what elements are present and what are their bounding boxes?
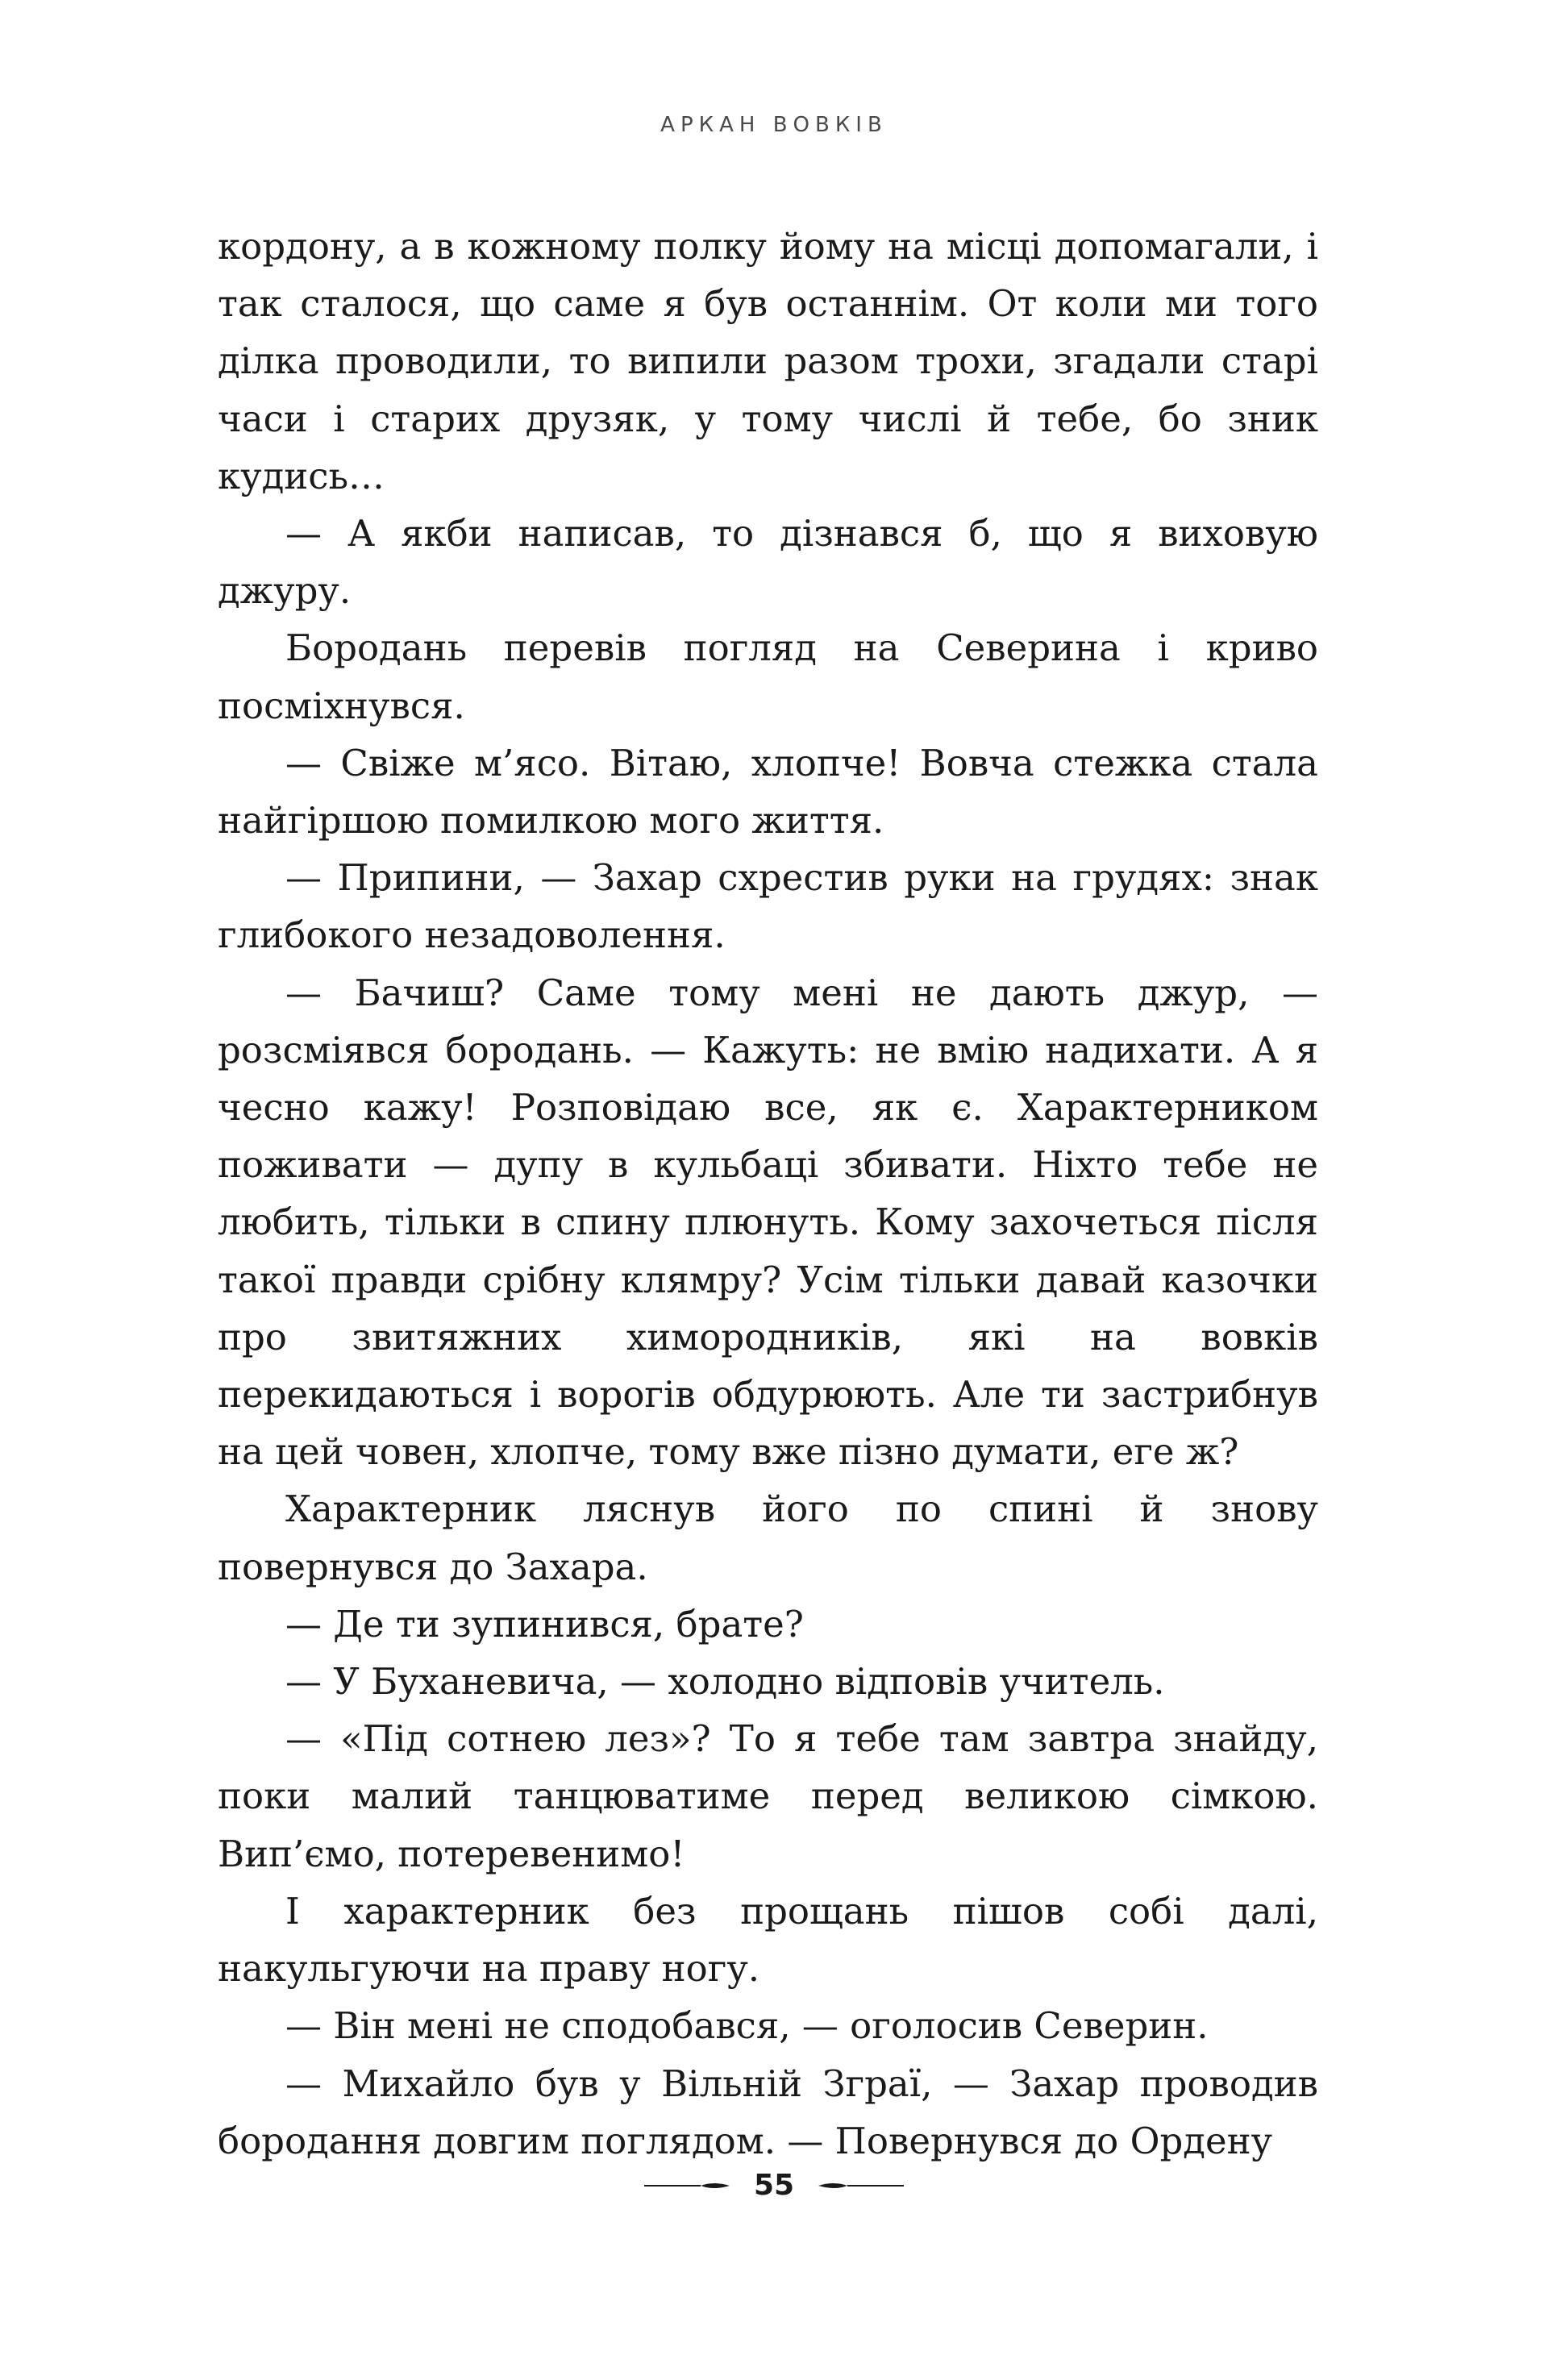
paragraph: кордону, а в кожному полку йому на місці допомагали, і так сталося, що саме я був останнім. От коли ми того ділка проводили, то випили разом трохи, згадали старі часи і старих друзяк, у тому числі й тебе, бо зник кудись… — [218, 225, 1318, 497]
paragraph: — «Під сотнею лез»? То я тебе там завтра знайду, поки малий танцюватиме перед великою сімкою. Вип’ємо, потеревенимо! — [218, 1717, 1318, 1875]
paragraph: — У Буханевича, — холодно відповів учитель. — [285, 1660, 1165, 1704]
flourish-ornament-left-icon — [643, 2180, 731, 2191]
paragraph: І характерник без прощань пішов собі далі, накульгуючи на праву ногу. — [218, 1889, 1318, 1991]
page-footer — [0, 2169, 1548, 2202]
body-text — [218, 218, 1318, 2170]
paragraph: — Він мені не сподобався, — оголосив Северин. — [285, 2004, 1209, 2048]
running-header: АРКАН ВОВКІВ — [660, 113, 888, 137]
paragraph: — Свіже м’ясо. Вітаю, хлопче! Вовча стежка стала найгіршою помилкою мого життя. — [218, 741, 1318, 843]
page-number: 55 — [753, 2169, 795, 2202]
paragraph: — Михайло був у Вільній Зграї, — Захар проводив бородання довгим поглядом. — Повернувся до Ордену — [218, 2062, 1318, 2162]
flourish-ornament-right-icon — [817, 2180, 905, 2191]
paragraph: — А якби написав, то дізнався б, що я виховую джуру. — [218, 512, 1318, 613]
paragraph: — Де ти зупинився, брате? — [285, 1602, 804, 1646]
paragraph: Характерник ляснув його по спині й знову повернувся до Захара. — [218, 1488, 1318, 1588]
paragraph: — Бачиш? Саме тому мені не дають джур, — розсміявся бородань. — Кажуть: не вмію надихати. А я чесно кажу! Розповідаю все, як є. Характерником поживати — дупу в кульбаці збивати. Ніхто тебе не любить, тільки в спину плюнуть. Кому захочеться після такої правди срібну клямру? Усім тільки давай казочки про звитяжних химородників, які на вовків перекидаються і ворогів обдурюють. Але ти застрибнув на цей човен, хлопче, тому вже пізно думати, еге ж? — [218, 971, 1318, 1474]
paragraph: — Припини, — Захар схрестив руки на грудях: знак глибокого незадоволення. — [218, 856, 1318, 957]
paragraph: Бородань перевів погляд на Северина і криво посміхнувся. — [218, 626, 1318, 727]
